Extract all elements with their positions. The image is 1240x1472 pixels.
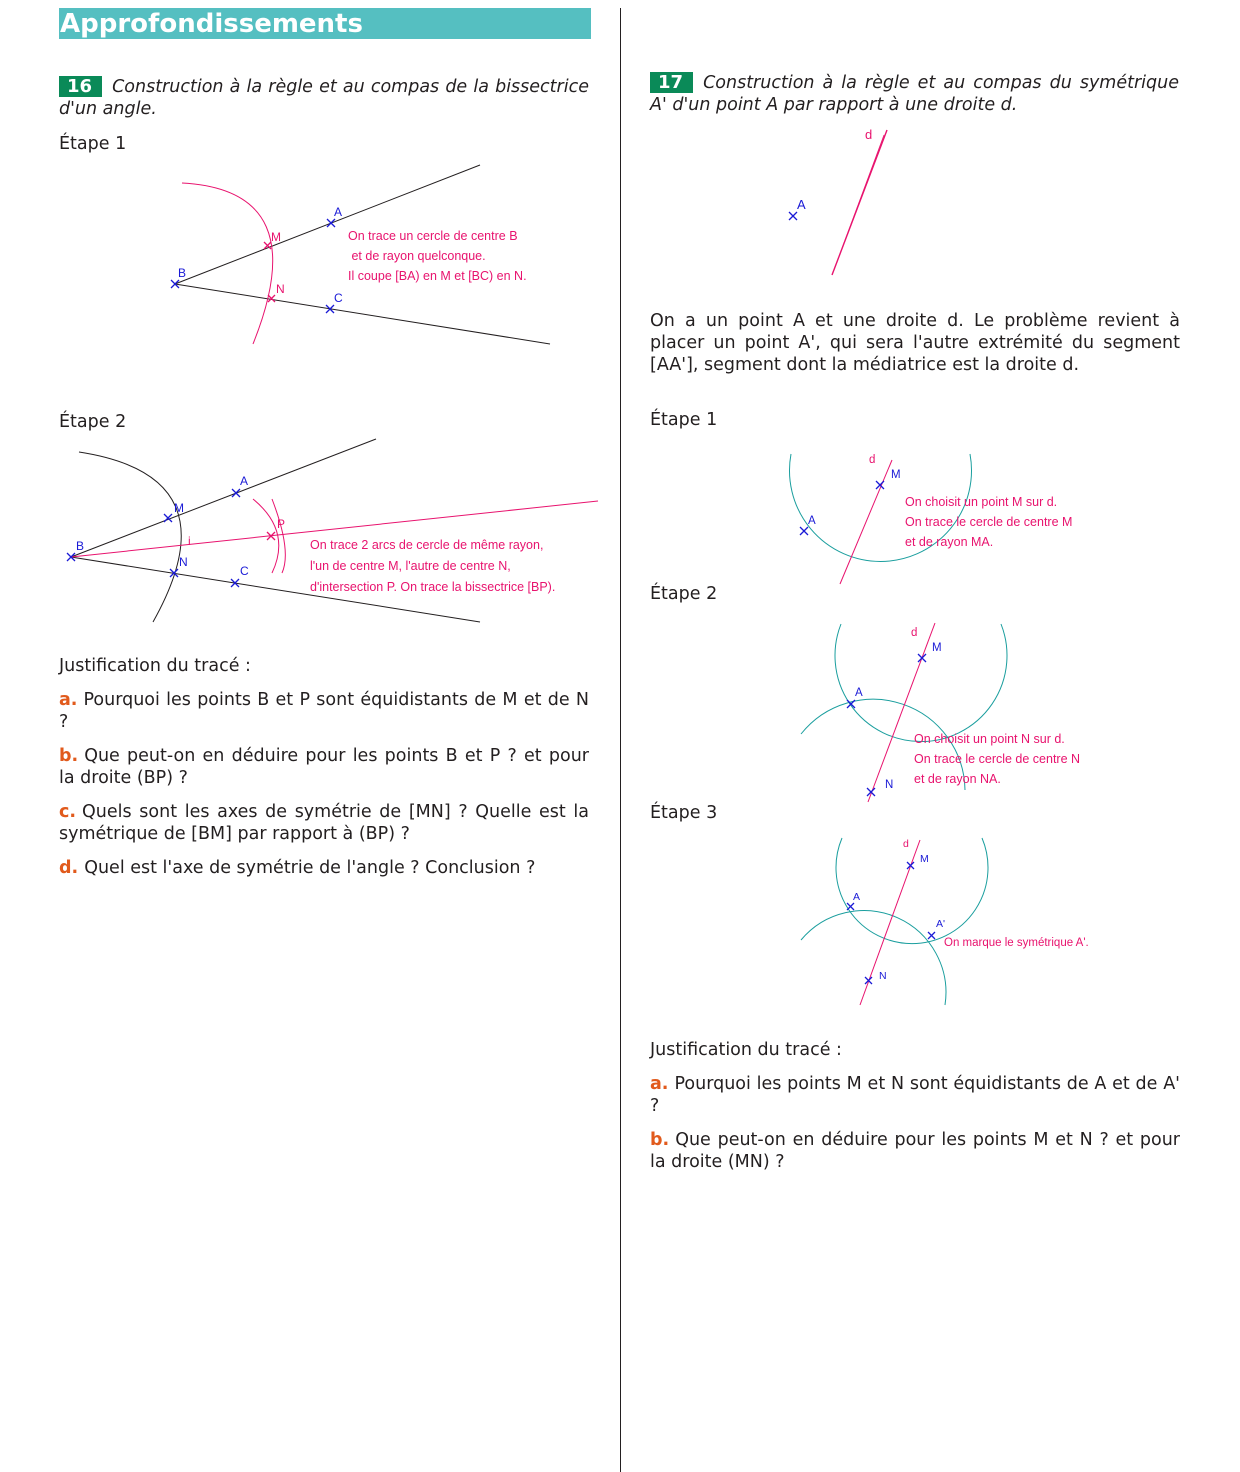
label-d: d — [911, 627, 918, 639]
circle-center-M — [835, 624, 1007, 742]
step2-note-line: et de rayon NA. — [914, 772, 1001, 786]
line-d-shade — [834, 135, 884, 270]
question-letter: a. — [59, 690, 78, 710]
step1-note-line: On trace le cercle de centre M — [905, 515, 1073, 529]
step1-note-line: et de rayon quelconque. — [348, 249, 486, 263]
point-A-cross — [327, 219, 335, 227]
ex16-question-c — [59, 801, 589, 845]
label-N: N — [179, 555, 188, 569]
step2-note-line: On choisit un point N sur d. — [914, 732, 1065, 746]
label-M: M — [920, 853, 929, 865]
step1-note-line: et de rayon MA. — [905, 535, 994, 549]
column-divider — [620, 8, 621, 1472]
label-P: P — [277, 517, 286, 531]
label-A: A — [334, 205, 343, 219]
label-M: M — [891, 469, 901, 481]
ex17-step3-block — [650, 802, 717, 824]
label-A: A — [240, 474, 249, 488]
step1-note-line: Il coupe [BA) en M et [BC) en N. — [348, 269, 527, 283]
ex16-title-text: Construction à la règle et au compas de la bissectrice d'un angle. — [59, 77, 589, 119]
ex16-question-b — [59, 745, 589, 789]
ex17-figure-step1 — [780, 448, 1110, 588]
label-d: d — [869, 454, 876, 466]
ex17-intro-block — [650, 310, 1180, 376]
question-text: Pourquoi les points M et N sont équidistants de A et de A' ? — [650, 1074, 1180, 1116]
ex16-step1-label: Étape 1 — [59, 134, 127, 154]
ex16-question-a — [59, 689, 589, 733]
step2-note-line: l'un de centre M, l'autre de centre N, — [310, 559, 511, 573]
step1-note-line: On trace un cercle de centre B — [348, 229, 518, 243]
ex17-justification-label: Justification du tracé : — [650, 1040, 842, 1060]
question-letter: b. — [59, 746, 79, 766]
point-M-cross — [918, 654, 926, 662]
ex17-title-text: Construction à la règle et au compas du symétrique A' d'un point A par rapport à une droite d. — [650, 73, 1179, 115]
ex17-figure-initial — [780, 125, 900, 285]
ex16-number: 16 — [59, 76, 102, 97]
step2-note-line: d'intersection P. On trace la bissectrice [BP). — [310, 580, 556, 594]
section-title: Approfondissements — [60, 9, 363, 39]
question-letter: c. — [59, 802, 77, 822]
question-text: Quels sont les axes de symétrie de [MN] ? Quelle est la symétrique de [BM] par rapport à (BP) ? — [59, 802, 589, 844]
ex17-step2-label: Étape 2 — [650, 584, 718, 604]
question-text: Quel est l'axe de symétrie de l'angle ? Conclusion ? — [84, 858, 536, 878]
ray-BC — [175, 284, 550, 344]
ex17-title — [650, 72, 1179, 116]
label-M: M — [174, 501, 184, 515]
ex17-figure-step3 — [795, 835, 1105, 1010]
label-A: A — [808, 515, 816, 527]
ex17-question-a — [650, 1073, 1180, 1117]
step2-note-line: On trace le cercle de centre N — [914, 752, 1081, 766]
label-A-prime: A' — [936, 918, 946, 930]
label-M: M — [932, 642, 942, 654]
label-B: B — [76, 539, 85, 553]
ex17-step1-block — [650, 409, 717, 431]
point-M-cross — [907, 862, 914, 869]
ex17-title-block — [650, 72, 1179, 116]
point-N-cross — [268, 295, 275, 302]
section-header — [59, 8, 591, 39]
question-text: Que peut-on en déduire pour les points M et N ? et pour la droite (MN) ? — [650, 1130, 1180, 1172]
ex16-title-block — [59, 76, 589, 120]
label-N: N — [879, 970, 887, 982]
circle-center-N — [801, 911, 946, 1005]
ex16-step1-block — [59, 133, 126, 155]
question-letter: a. — [650, 1074, 669, 1094]
label-A: A — [855, 687, 863, 699]
label-N: N — [276, 282, 285, 296]
question-letter: d. — [59, 858, 79, 878]
ex16-justification-label: Justification du tracé : — [59, 656, 251, 676]
label-d: d — [903, 838, 909, 850]
ex17-step3-label: Étape 3 — [650, 803, 718, 823]
ex17-step1-label: Étape 1 — [650, 410, 718, 430]
point-A-cross — [847, 700, 855, 708]
label-A: A — [853, 891, 861, 903]
label-i: i — [188, 534, 191, 548]
point-A-cross — [789, 212, 797, 220]
ray-BA — [175, 165, 480, 284]
ex17-intro: On a un point A et une droite d. Le problème revient à placer un point A', qui sera l'autre extrémité du segment [AA'], segment dont la médiatrice est la droite d. — [650, 311, 1180, 375]
ex17-step2-block — [650, 583, 717, 605]
label-M: M — [271, 230, 281, 244]
point-A-cross — [232, 489, 240, 497]
label-A: A — [797, 197, 806, 212]
ex17-justification-block — [650, 1039, 1180, 1173]
question-text: Pourquoi les points B et P sont équidistants de M et de N ? — [59, 690, 589, 732]
label-B: B — [178, 266, 187, 280]
step3-note-line: On marque le symétrique A'. — [944, 937, 1089, 949]
question-text: Que peut-on en déduire pour les points B et P ? et pour la droite (BP) ? — [59, 746, 589, 788]
arc-center-N — [272, 499, 285, 573]
ex16-title — [59, 76, 589, 120]
label-d: d — [865, 127, 873, 142]
question-letter: b. — [650, 1130, 670, 1150]
circle-arc-B — [79, 452, 181, 622]
line-d — [840, 460, 892, 584]
label-C: C — [240, 564, 249, 578]
ex16-figure-step2 — [60, 436, 605, 626]
point-A-cross — [800, 527, 808, 535]
point-A-prime-cross — [928, 932, 935, 939]
label-C: C — [334, 291, 343, 305]
point-A-cross — [847, 903, 854, 910]
step2-note-line: On trace 2 arcs de cercle de même rayon, — [310, 538, 544, 552]
ex16-question-d — [59, 857, 589, 879]
ex17-figure-step2 — [795, 620, 1105, 805]
ex16-justification-block — [59, 655, 589, 879]
ex17-number: 17 — [650, 72, 693, 93]
ex16-step2-block — [59, 411, 126, 433]
label-N: N — [885, 779, 894, 791]
ex17-question-b — [650, 1129, 1180, 1173]
ex16-figure-step1 — [150, 160, 560, 350]
step1-note-line: On choisit un point M sur d. — [905, 495, 1058, 509]
ex16-step2-label: Étape 2 — [59, 412, 127, 432]
